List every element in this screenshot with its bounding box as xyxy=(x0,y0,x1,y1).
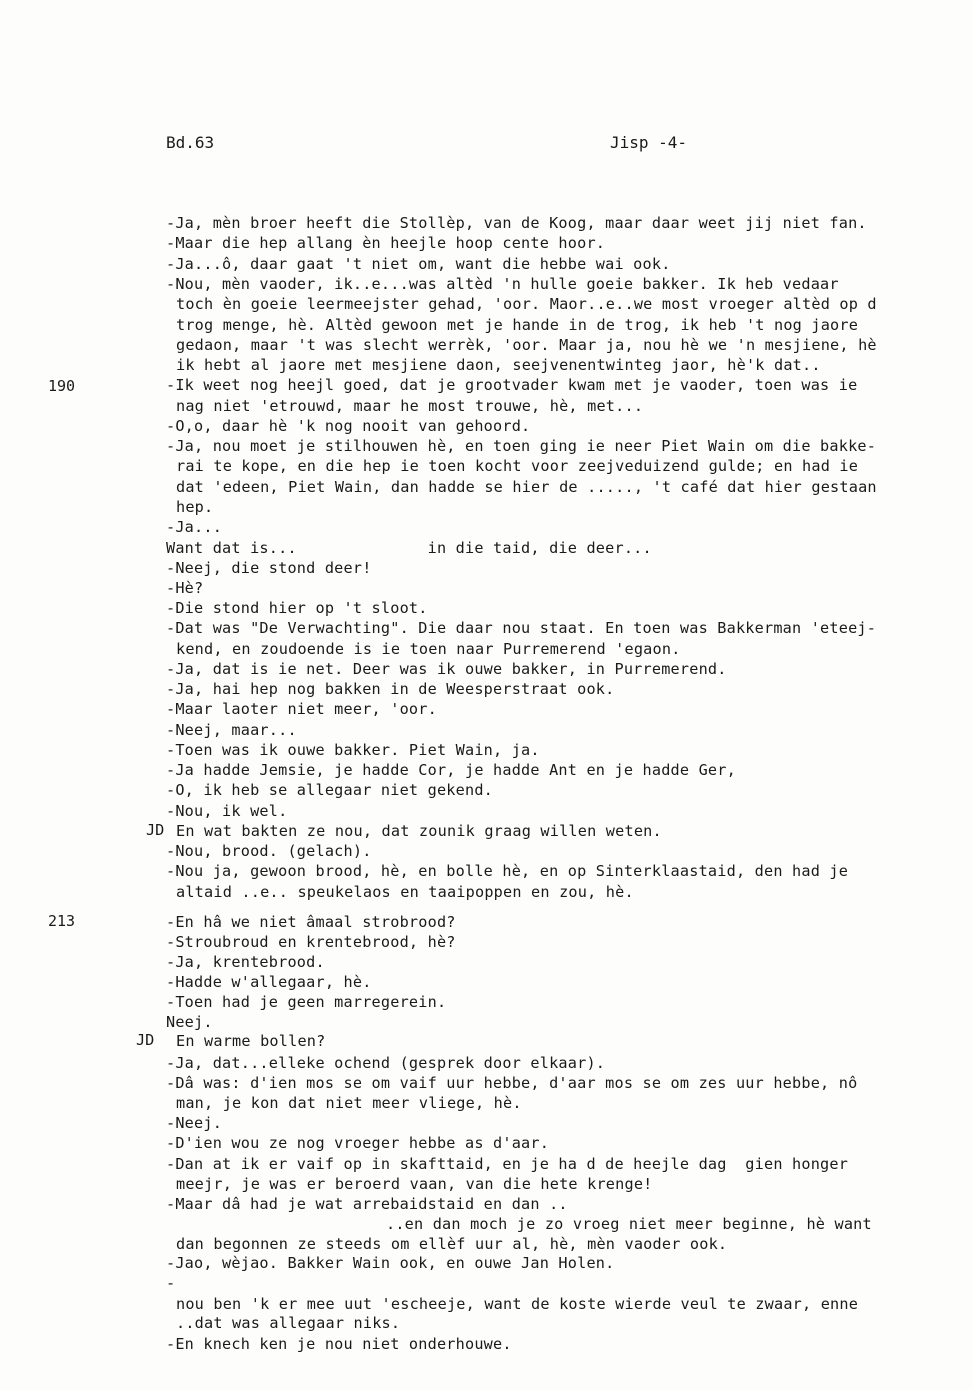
transcript-line: -Maar dâ had je wat arrebaidstaid en dan .. xyxy=(166,1195,568,1213)
transcript-line: nou ben 'k er mee uut 'escheeje, want de koste wierde veul te zwaar, enne xyxy=(176,1295,859,1313)
transcript-line: -O, ik heb se allegaar niet gekend. xyxy=(166,781,494,799)
transcript-line: -Maar laoter niet meer, 'oor. xyxy=(166,700,437,718)
transcript-line: -En knech ken je nou niet onderhouwe. xyxy=(166,1335,512,1353)
transcript-line: -Toen was ik ouwe bakker. Piet Wain, ja. xyxy=(166,741,540,759)
transcript-line: -Toen had je geen marregerein. xyxy=(166,993,447,1011)
transcript-line: ik hebt al jaore met mesjiene daon, seejvenentwinteg jaor, hè'k dat.. xyxy=(176,356,821,374)
margin-number-190: 190 xyxy=(48,377,76,395)
transcript-line: Neej. xyxy=(166,1013,213,1031)
transcript-line: -Dâ was: d'ien mos se om vaif uur hebbe, d'aar mos se om zes uur hebbe, nô xyxy=(166,1074,858,1092)
transcript-line: -Ja hadde Jemsie, je hadde Cor, je hadde Ant en je hadde Ger, xyxy=(166,761,736,779)
transcript-line: -Hadde w'allegaar, hè. xyxy=(166,973,372,991)
page-title: Jisp -4- xyxy=(610,133,688,152)
transcript-line: -Jao, wèjao. Bakker Wain ook, en ouwe Jan Holen. xyxy=(166,1254,615,1272)
transcript-line: -En hâ we niet âmaal strobrood? xyxy=(166,913,456,931)
transcript-line: ..dat was allegaar niks. xyxy=(176,1314,401,1332)
transcript-line: -Dat was "De Verwachting". Die daar nou staat. En toen was Bakkerman 'eteej- xyxy=(166,619,877,637)
transcript-line: -Ja...ô, daar gaat 't niet om, want die hebbe wai ook. xyxy=(166,255,671,273)
transcript-line: hep. xyxy=(176,498,214,516)
transcript-line: -Nou ja, gewoon brood, hè, en bolle hè, en op Sinterklaastaid, den had je xyxy=(166,862,849,880)
transcript-line: -Ja... xyxy=(166,518,223,536)
transcript-line: -Ja, dat...elleke ochend (gesprek door elkaar). xyxy=(166,1054,606,1072)
transcript-line: trog menge, hè. Altèd gewoon met je hande in de trog, ik heb 't nog jaore xyxy=(176,316,859,334)
transcript-line: En wat bakten ze nou, dat zounik graag willen weten. xyxy=(176,822,662,840)
transcript-line: dan begonnen ze steeds om ellèf uur al, hè, mèn vaoder ook. xyxy=(176,1235,728,1253)
transcript-line: dat 'edeen, Piet Wain, dan hadde se hier de ....., 't café dat hier gestaan xyxy=(176,478,877,496)
transcript-line: -Hè? xyxy=(166,579,204,597)
transcript-line: -Maar die hep allang èn heejle hoop cente hoor. xyxy=(166,234,606,252)
margin-number-213: 213 xyxy=(48,912,76,930)
transcript-line: -Dan at ik er vaif op in skafttaid, en je ha d de heejle dag gien honger xyxy=(166,1155,849,1173)
transcript-line: gedaon, maar 't was slecht werrèk, 'oor. Maar ja, nou hè we 'n mesjiene, hè xyxy=(176,336,877,354)
transcript-line: -D'ien wou ze nog vroeger hebbe as d'aar. xyxy=(166,1134,550,1152)
transcript-line: -Ja, dat is ie net. Deer was ik ouwe bakker, in Purremerend. xyxy=(166,660,727,678)
transcript-line: -Ja, krentebrood. xyxy=(166,953,325,971)
transcript-line: -Neej, maar... xyxy=(166,721,297,739)
transcript-line: -Nou, brood. (gelach). xyxy=(166,842,372,860)
transcript-line: -O,o, daar hè 'k nog nooit van gehoord. xyxy=(166,417,531,435)
transcript-line: -Neej. xyxy=(166,1114,223,1132)
transcript-line: man, je kon dat niet meer vliege, hè. xyxy=(176,1094,522,1112)
transcript-line: En warme bollen? xyxy=(176,1032,326,1050)
transcript-line: -Ik weet nog heejl goed, dat je grootvader kwam met je vaoder, toen was ie xyxy=(166,376,858,394)
transcript-line: -Stroubroud en krentebrood, hè? xyxy=(166,933,456,951)
transcript-line: toch èn goeie leermeejster gehad, 'oor. Maor..e..we most vroeger altèd op d xyxy=(176,295,877,313)
speaker-initials: JD xyxy=(136,1031,155,1049)
transcript-line: rai te kope, en die hep ie toen kocht voor zeejveduizend gulde; en had ie xyxy=(176,457,859,475)
speaker-initials: JD xyxy=(146,821,165,839)
transcript-line: -Nou, mèn vaoder, ik..e...was altèd 'n hulle goeie bakker. Ik heb vedaar xyxy=(166,275,839,293)
transcript-line: meejr, je was er beroerd vaan, van die hete krenge! xyxy=(176,1175,653,1193)
transcript-line: -Ja, hai hep nog bakken in de Weesperstraat ook. xyxy=(166,680,615,698)
transcript-line: -Ja, mèn broer heeft die Stollèp, van de Koog, maar daar weet jij niet fan. xyxy=(166,214,867,232)
transcript-line: nag niet 'etrouwd, maar he most trouwe, hè, met... xyxy=(176,397,644,415)
transcript-line: -Nou, ik wel. xyxy=(166,802,288,820)
transcript-line: kend, en zoudoende is ie toen naar Purremerend 'egaon. xyxy=(176,640,681,658)
volume-number: Bd.63 xyxy=(166,133,215,152)
transcript-line: ..en dan moch je zo vroeg niet meer beginne, hè want xyxy=(386,1215,872,1233)
transcript-line: -Ja, nou moet je stilhouwen hè, en toen ging ie neer Piet Wain om die bakke- xyxy=(166,437,877,455)
transcript-line: - xyxy=(166,1274,176,1292)
transcript-line: -Neej, die stond deer! xyxy=(166,559,372,577)
transcript-line: altaid ..e.. speukelaos en taaipoppen en zou, hè. xyxy=(176,883,634,901)
transcript-line: -Die stond hier op 't sloot. xyxy=(166,599,428,617)
transcript-line: Want dat is... in die taid, die deer... xyxy=(166,539,652,557)
